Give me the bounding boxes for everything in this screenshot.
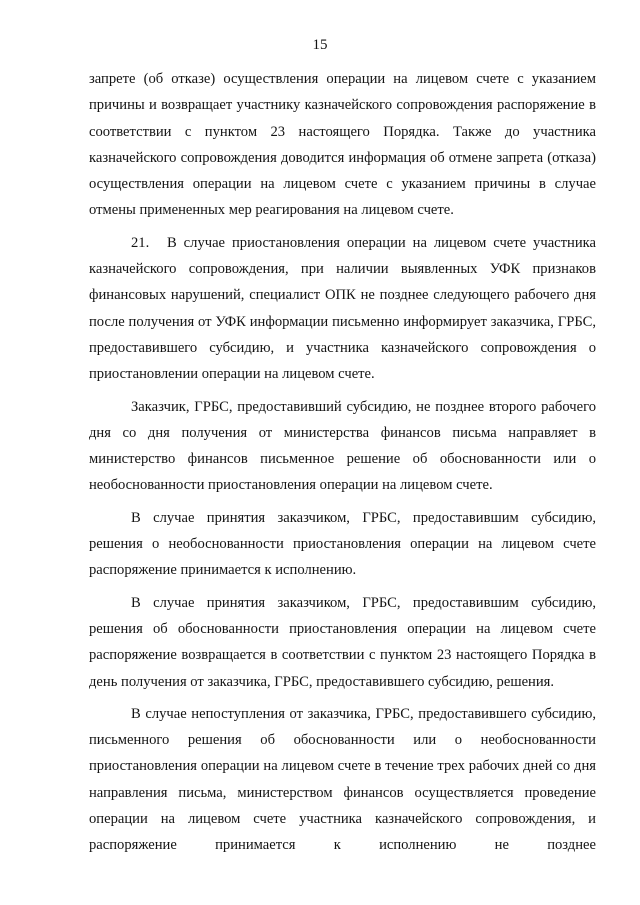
- paragraph: В случае принятия заказчиком, ГРБС, предоставившим субсидию, решения о необоснованности приостановления операции на лицевом счете распоряжение принимается к исполнению.: [89, 509, 596, 579]
- paragraph: Заказчик, ГРБС, предоставивший субсидию, не позднее второго рабочего дня со дня получения от министерства финансов письма направляет в министерство финансов письменное решение об обоснованности или о необоснованности приостановления операции на лицевом счете.: [89, 398, 596, 494]
- paragraph-item-21: [89, 230, 596, 388]
- paragraph-continued-next-page: В случае непоступления от заказчика, ГРБС, предоставившего субсидию, письменного решения об обоснованности или о необоснованности приостановления операции на лицевом счете в течение трех рабочих дней со дня направления письма, министерством финансов осуществляется проведение операции на лицевом счете участника казначейского сопровождения, и распоряжение принимается к исполнению не позднее: [89, 705, 596, 854]
- page-number: 15: [312, 37, 328, 53]
- item-number: 21.: [131, 234, 150, 251]
- paragraph: В случае принятия заказчиком, ГРБС, предоставившим субсидию, решения об обоснованности приостановления операции на лицевом счете распоряжение возвращается в соответствии с пунктом 23 настоящего Порядка в день получения от заказчика, ГРБС, предоставившего субсидию, решения.: [89, 594, 596, 690]
- document-body: [89, 66, 596, 865]
- paragraph-continuation: запрете (об отказе) осуществления операции на лицевом счете с указанием причины и возвращает участнику казначейского сопровождения распоряжение в соответствии с пунктом 23 настоящего Порядка. Также до участника казначейского сопровождения доводится информация об отмене запрета (отказа) осуществления операции на лицевом счете с указанием причины в случае отмены примененных мер реагирования на лицевом счете.: [89, 71, 596, 219]
- paragraph-text: В случае приостановления операции на лицевом счете участника казначейского сопровождения, при наличии выявленных УФК признаков финансовых нарушений, специалист ОПК не позднее следующего рабочего дня после получения от УФК информации письменно информирует заказчика, ГРБС, предоставившего субсидию, и участника казначейского сопровождения о приостановлении операции на лицевом счете.: [89, 234, 596, 383]
